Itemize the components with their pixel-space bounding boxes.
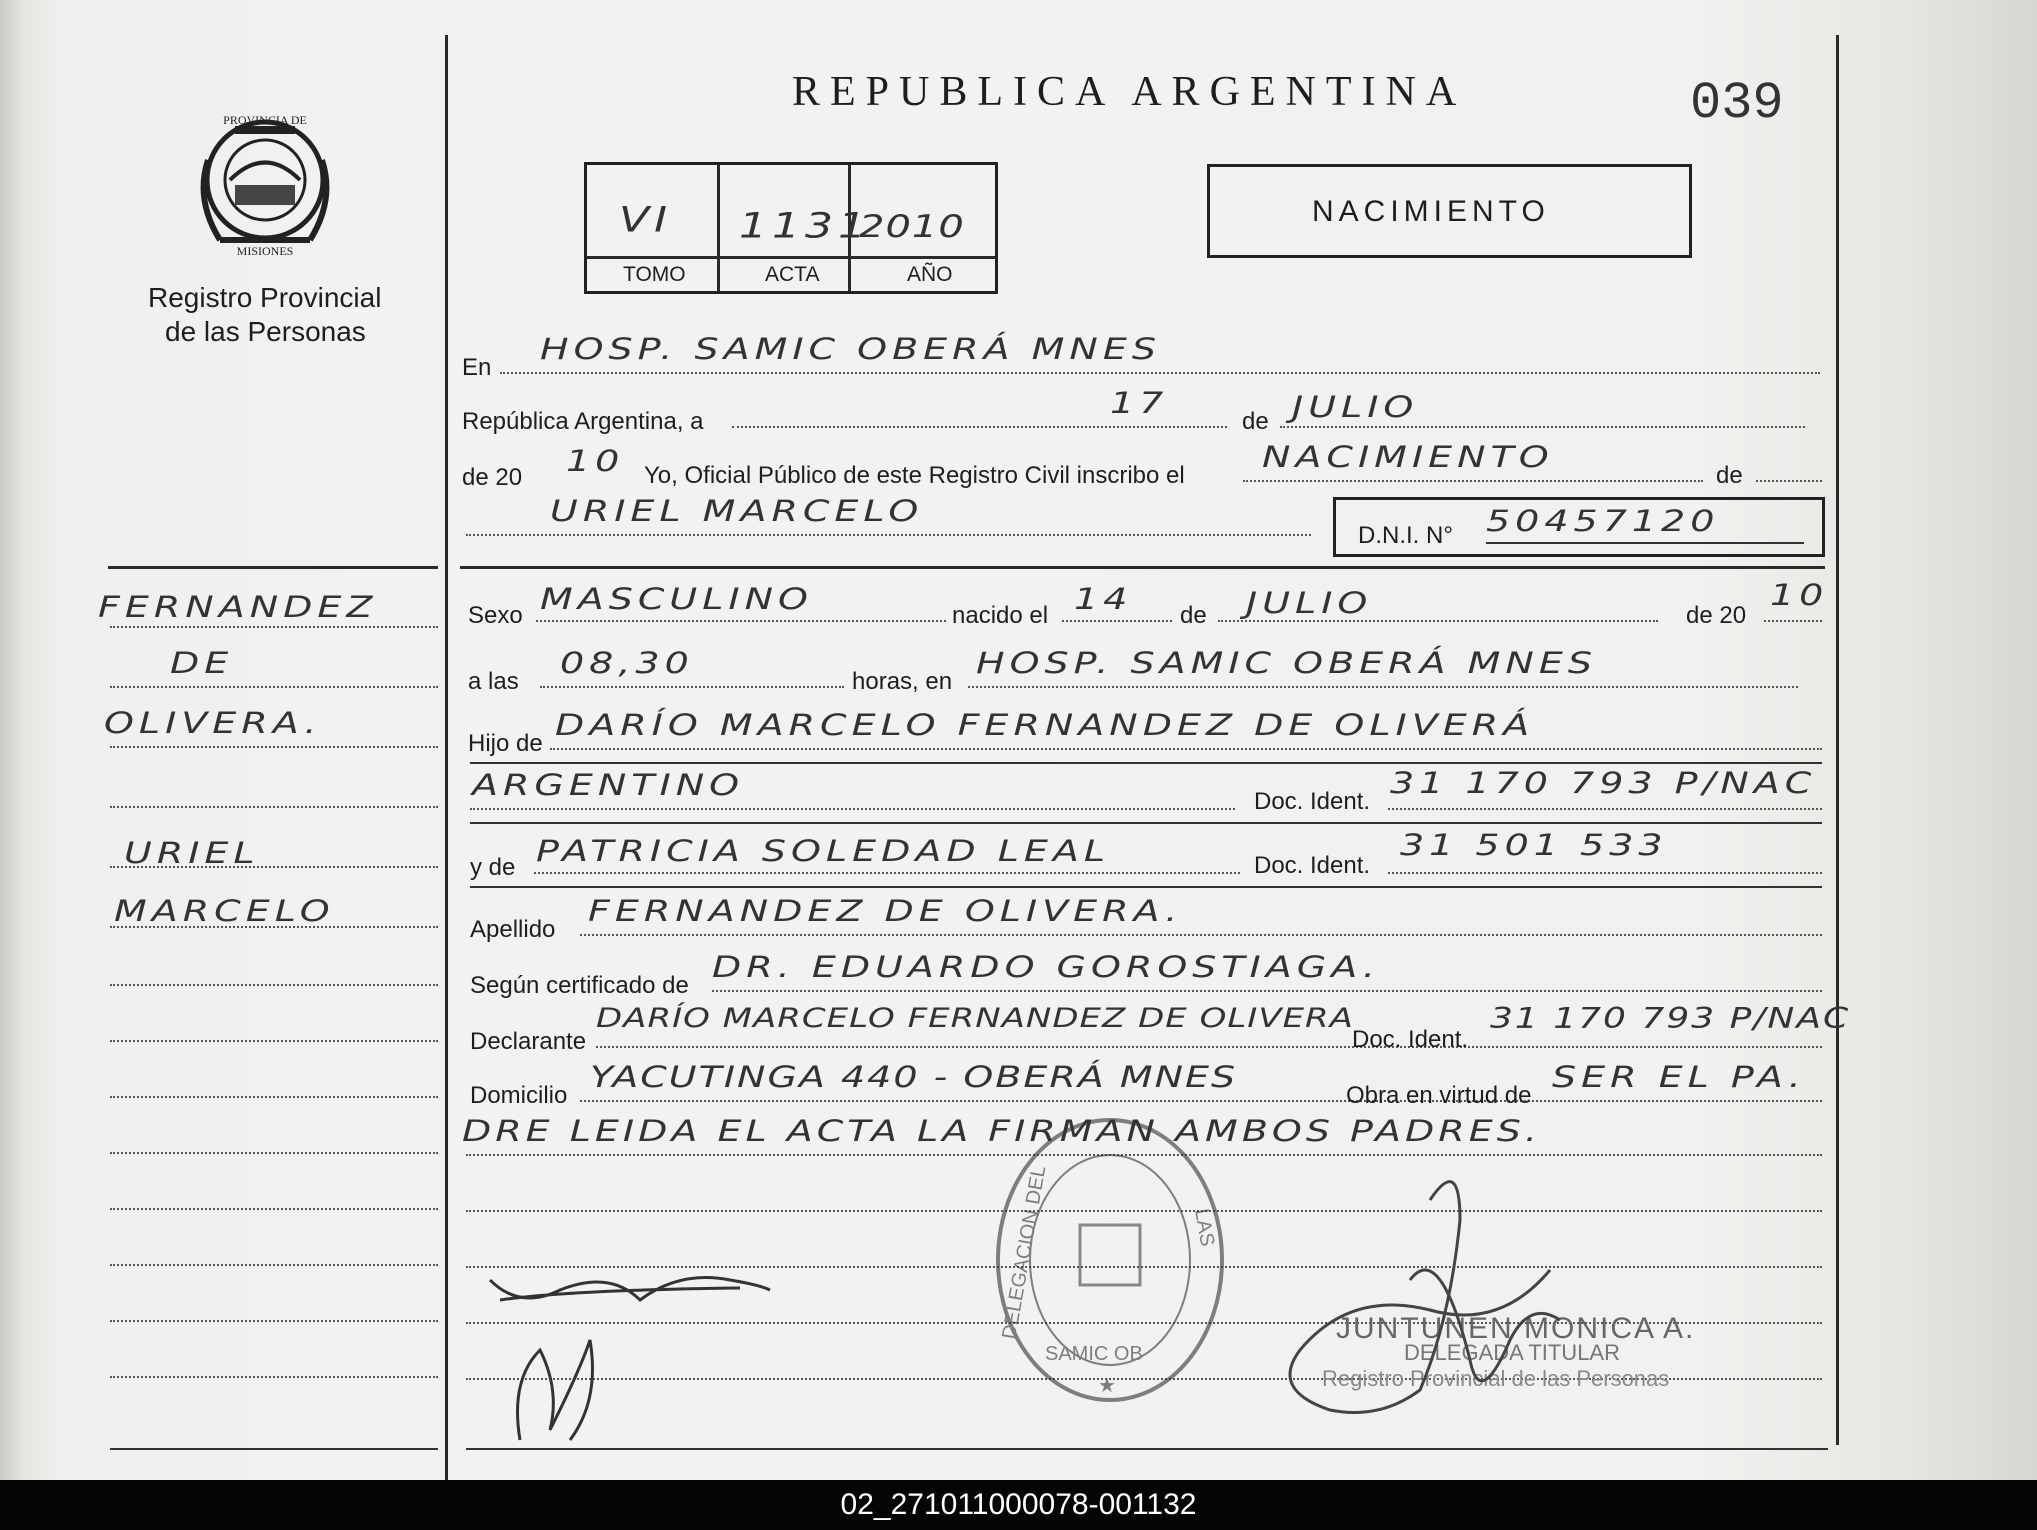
margin-rule <box>110 1208 438 1210</box>
right-frame-line <box>1836 35 1839 1445</box>
value-birth-day: 14 <box>1074 581 1133 616</box>
margin-rule <box>110 866 438 868</box>
margin-rule <box>110 1096 438 1098</box>
value-place: HOSP. SAMIC OBERÁ MNES <box>540 331 1161 366</box>
value-mother: PATRICIA SOLEDAD LEAL <box>536 833 1111 868</box>
label-republica: República Argentina, a <box>462 408 704 435</box>
official-name: JUNTUNEN MONICA A. <box>1336 1312 1696 1345</box>
official-stamp-icon <box>985 1110 1235 1410</box>
line-father-doc <box>1388 808 1822 810</box>
label-de2: de <box>1716 462 1743 489</box>
label-declarante: Declarante <box>470 1028 587 1055</box>
margin-rule <box>110 1152 438 1154</box>
line-day <box>732 426 1227 428</box>
tomo-label: TOMO <box>623 263 686 286</box>
value-father-doc: 31 170 793 P/NAC <box>1390 765 1817 800</box>
margin-rule <box>110 686 438 688</box>
value-month: JULIO <box>1292 389 1419 424</box>
label-nacido: nacido el <box>952 602 1049 629</box>
registry-name-line2: de las Personas <box>165 316 366 347</box>
value-sexo: MASCULINO <box>540 581 813 616</box>
anio-value: 2010 <box>859 209 965 245</box>
margin-line4: URIEL <box>124 835 260 870</box>
margin-rule <box>110 984 438 986</box>
province-seal-icon <box>190 100 340 260</box>
stamp-left-text: DELEGACION DEL <box>998 1164 1051 1341</box>
line-month <box>1280 426 1805 428</box>
image-footer <box>0 1480 2037 1530</box>
margin-line3: OLIVERA. <box>104 705 322 740</box>
label-horas: horas, en <box>852 668 953 695</box>
label-de20: de 20 <box>462 464 523 491</box>
stamp-right-text: LAS <box>1190 1207 1219 1249</box>
anio-label: AÑO <box>907 263 953 286</box>
label-sexo: Sexo <box>468 602 523 629</box>
value-nationality: ARGENTINO <box>472 767 745 802</box>
left-column-divider <box>445 35 448 1480</box>
seal-top-text: PROVINCIA DE <box>223 113 307 127</box>
label-segun: Según certificado de <box>470 972 689 999</box>
line-mother <box>534 872 1240 874</box>
registry-name-line1: Registro Provincial <box>148 282 382 313</box>
acta-value: 1131 <box>739 206 871 246</box>
label-domicilio: Domicilio <box>470 1082 568 1109</box>
value-hour: 08,30 <box>560 645 694 680</box>
value-year: 10 <box>566 443 625 478</box>
tomo-value: VI <box>619 200 673 240</box>
line-birth-year <box>1764 620 1822 622</box>
official-title: DELEGADA TITULAR <box>1404 1340 1620 1365</box>
margin-rule <box>110 1320 438 1322</box>
seal-bottom-text: MISIONES <box>236 244 294 258</box>
margin-rule <box>110 926 438 928</box>
value-name: URIEL MARCELO <box>550 493 924 528</box>
line-declarante <box>596 1046 1822 1048</box>
label-yo: Yo, Oficial Público de este Registro Civil inscribo el <box>644 462 1185 489</box>
dni-box <box>1333 497 1825 557</box>
value-birth-place: HOSP. SAMIC OBERÁ MNES <box>976 645 1597 680</box>
reference-table <box>584 162 998 294</box>
value-day: 17 <box>1110 385 1169 420</box>
label-en: En <box>462 354 492 381</box>
margin-line1: FERNANDEZ <box>98 589 378 624</box>
margin-rule <box>110 746 438 748</box>
label-docident1: Doc. Ident. <box>1254 788 1371 815</box>
label-de20b: de 20 <box>1686 602 1747 629</box>
value-father: DARÍO MARCELO FERNANDEZ DE OLIVERÁ <box>555 707 1535 742</box>
official-signature-icon <box>1260 1160 1620 1430</box>
value-certificado: DR. EDUARDO GOROSTIAGA. <box>712 949 1380 984</box>
value-inscribe: NACIMIENTO <box>1262 439 1554 474</box>
value-apellido: FERNANDEZ DE OLIVERA. <box>588 893 1183 928</box>
label-obra: Obra en virtud de <box>1346 1082 1532 1109</box>
value-dni: 50457120 <box>1486 503 1720 538</box>
value-declarante-doc: 31 170 793 P/NAC <box>1490 1003 1851 1035</box>
margin-signature-icon <box>480 1260 800 1450</box>
country-title: REPUBLICA ARGENTINA <box>792 69 1467 115</box>
label-dni: D.N.I. N° <box>1358 522 1453 549</box>
margin-line5: MARCELO <box>114 893 335 928</box>
stamp-bottom-text: SAMIC OB <box>1045 1343 1143 1365</box>
value-mother-doc: 31 501 533 <box>1400 827 1668 862</box>
line-birth-place <box>968 686 1798 688</box>
line-father-under <box>470 762 1822 764</box>
footer-code: 02_271011000078-001132 <box>840 1488 1197 1521</box>
line-nationality-under <box>470 822 1822 824</box>
table-row-divider <box>587 256 995 259</box>
line-nationality <box>470 808 1235 810</box>
line-sexo <box>536 620 946 622</box>
label-yde: y de <box>470 854 516 881</box>
value-birth-year: 10 <box>1770 577 1829 612</box>
line-de2 <box>1756 480 1822 482</box>
line-birth-month <box>1218 620 1658 622</box>
value-declarante: DARÍO MARCELO FERNANDEZ DE OLIVERA <box>596 1002 1354 1034</box>
line-mother-under <box>470 886 1822 888</box>
label-docident2: Doc. Ident. <box>1254 852 1371 879</box>
main-section-divider <box>460 566 1825 569</box>
left-section-divider <box>108 566 438 569</box>
acta-label: ACTA <box>765 263 820 286</box>
margin-rule <box>110 1040 438 1042</box>
value-domicilio: YACUTINGA 440 - OBERÁ MNES <box>590 1059 1238 1094</box>
margin-line2: DE <box>170 645 234 680</box>
line-mother-doc <box>1388 872 1822 874</box>
margin-rule <box>110 806 438 808</box>
act-type-box <box>1207 164 1692 258</box>
line-dni <box>1486 542 1804 544</box>
line-birth-day <box>1062 620 1172 622</box>
margin-rule <box>110 1264 438 1266</box>
label-de3: de <box>1180 602 1207 629</box>
line-place <box>500 372 1820 374</box>
line-father <box>550 748 1822 750</box>
label-alas: a las <box>468 668 519 695</box>
label-de1: de <box>1242 408 1269 435</box>
line-certificado <box>712 990 1822 992</box>
line-apellido <box>580 934 1822 936</box>
line-domicilio <box>580 1100 1822 1102</box>
margin-rule <box>110 1448 438 1450</box>
page-number: 039 <box>1690 74 1784 133</box>
official-office: Registro Provincial de las Personas <box>1322 1366 1670 1391</box>
table-col-divider <box>717 165 720 291</box>
label-docident3: Doc. Ident. <box>1352 1026 1469 1053</box>
act-type-label: NACIMIENTO <box>1312 195 1550 228</box>
line-name <box>466 534 1311 536</box>
margin-rule <box>110 626 438 628</box>
value-birth-month: JULIO <box>1246 585 1373 620</box>
line-hour <box>540 686 844 688</box>
line-inscribe <box>1243 480 1703 482</box>
margin-rule <box>110 1376 438 1378</box>
label-apellido: Apellido <box>470 916 556 943</box>
value-obra-cont: DRE LEIDA EL ACTA LA FIRMAN AMBOS PADRES. <box>462 1113 1541 1148</box>
label-hijode: Hijo de <box>468 730 543 757</box>
value-obra: SER EL PA. <box>1552 1059 1806 1094</box>
svg-text:★: ★ <box>1098 1373 1116 1397</box>
